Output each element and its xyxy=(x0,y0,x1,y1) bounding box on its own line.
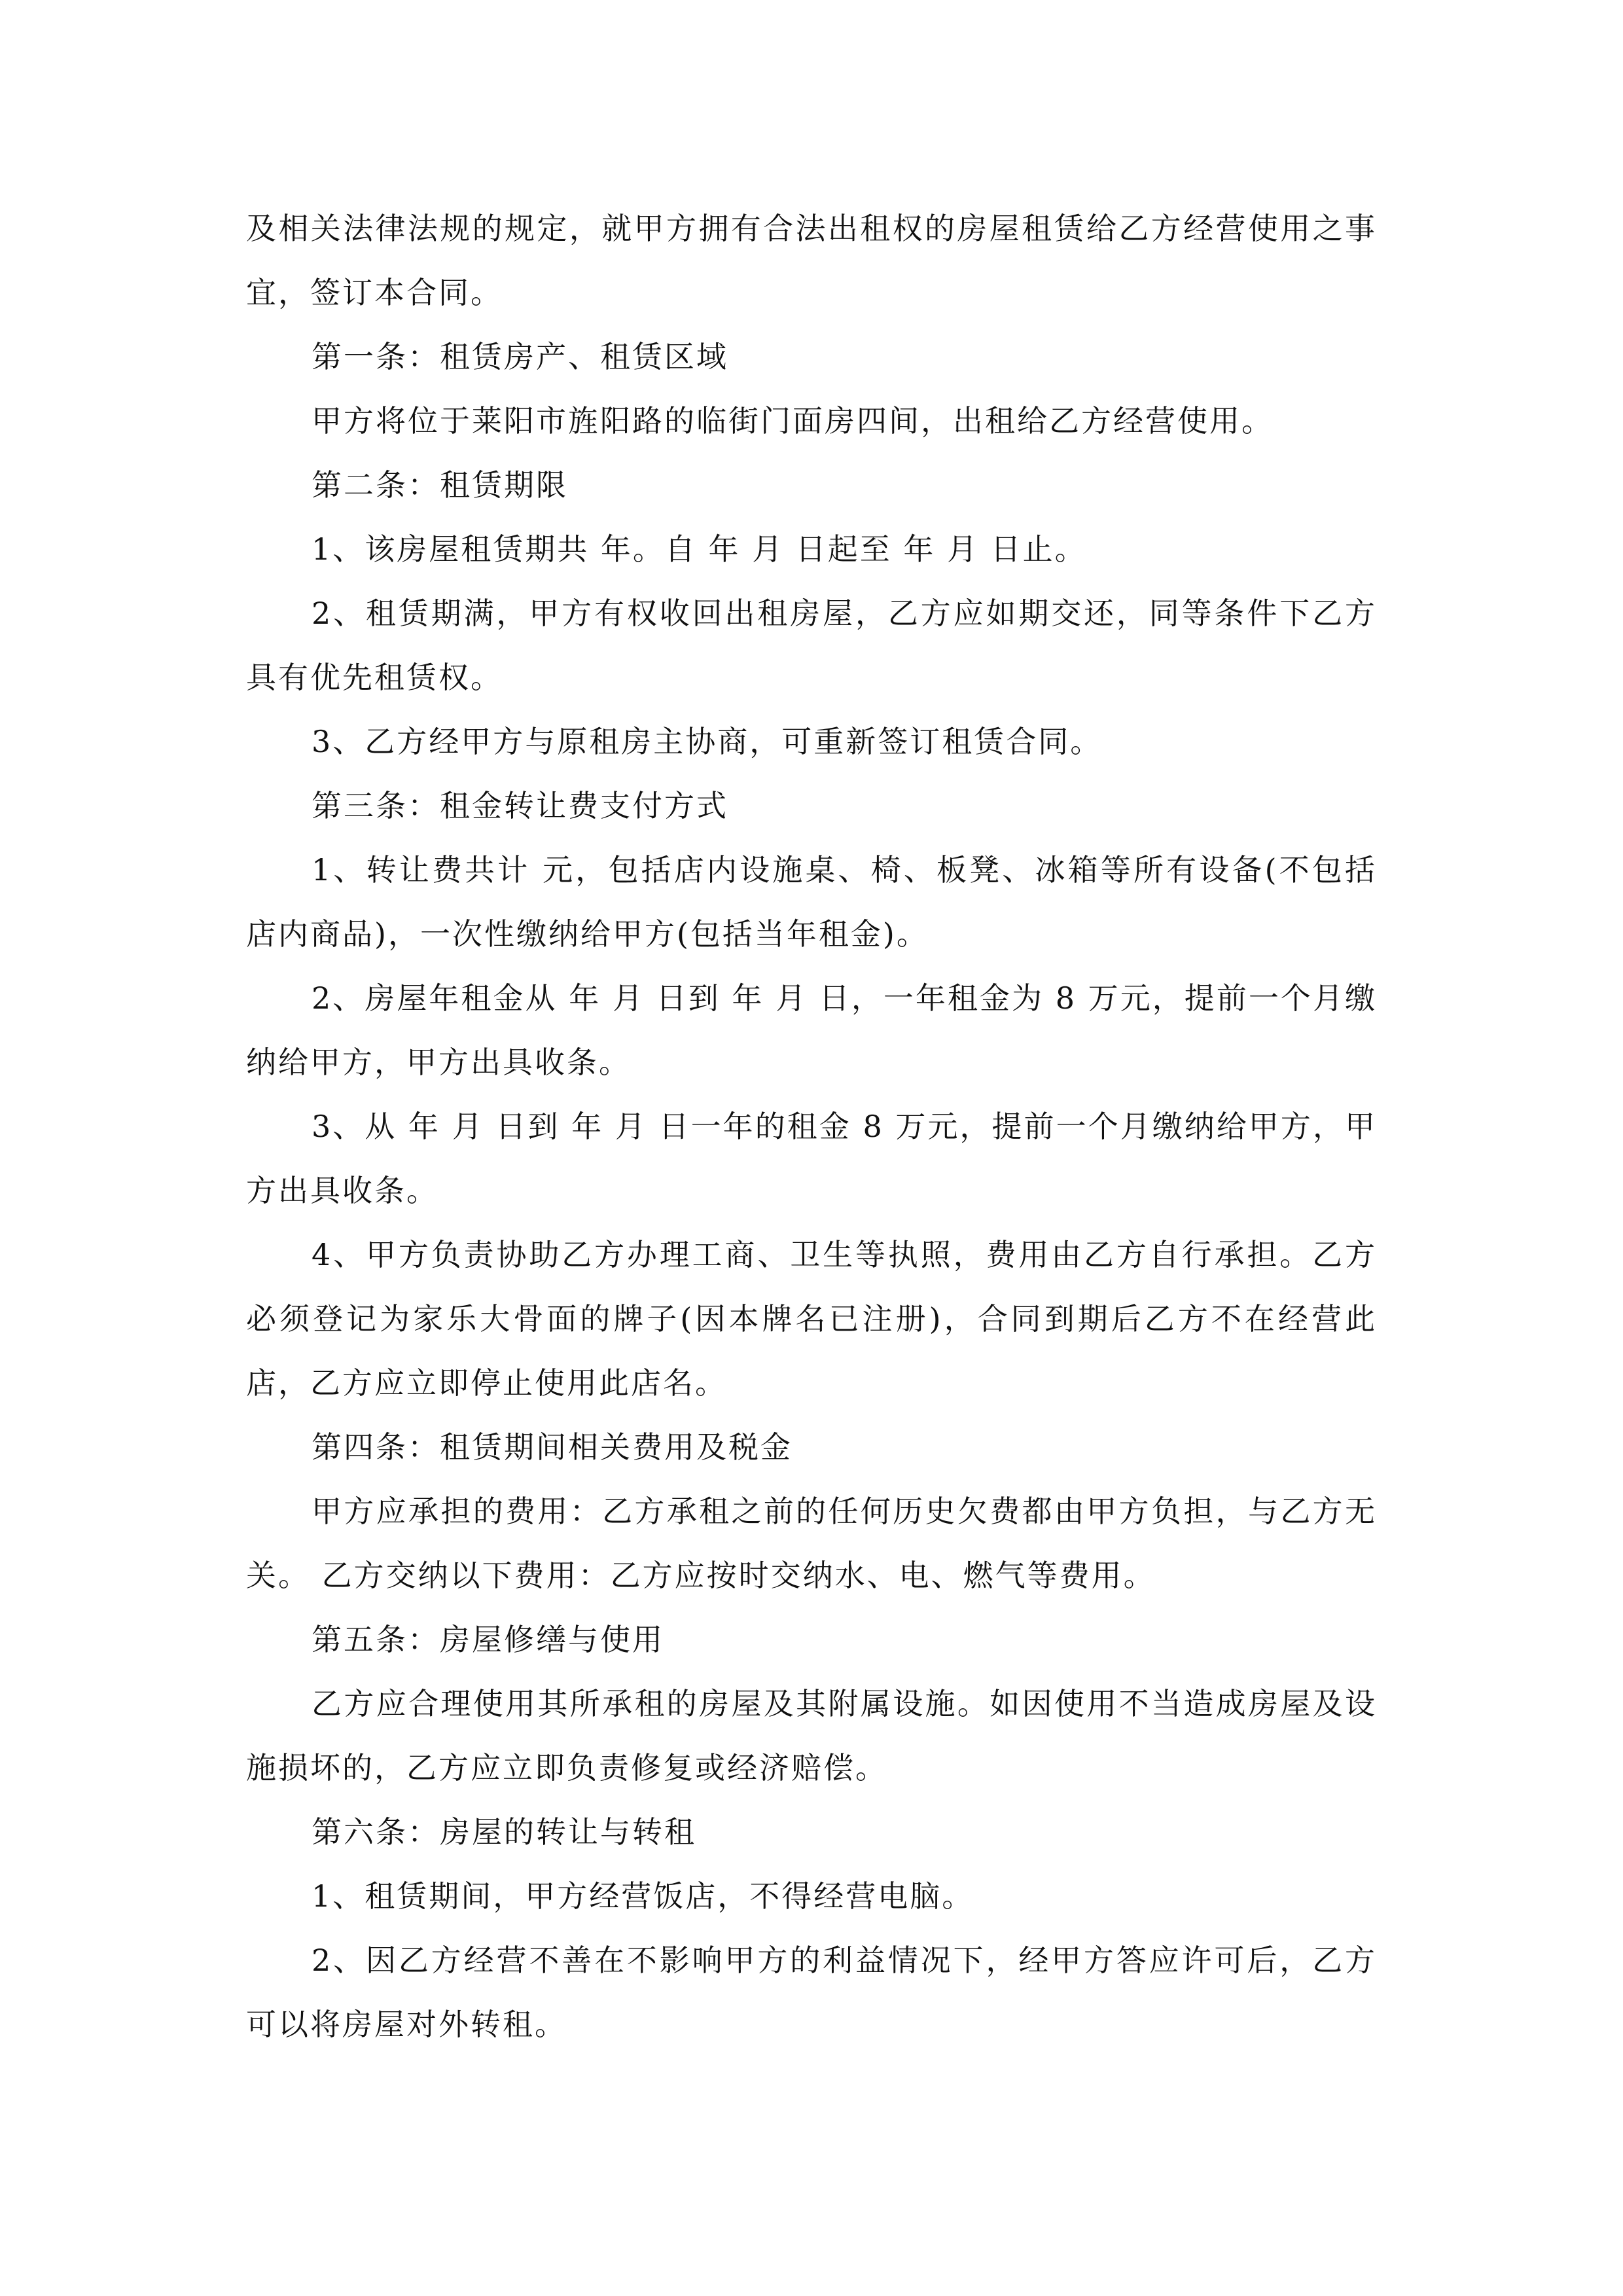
heading-article-1: 第一条：租赁房产、租赁区域 xyxy=(312,339,728,374)
paragraph-article-2-item-3: 3、乙方经甲方与原租房主协商，可重新签订租赁合同。 xyxy=(312,724,1103,759)
paragraph-article-1-body: 甲方将位于莱阳市旌阳路的临街门面房四间，出租给乙方经营使用。 xyxy=(312,403,1274,439)
paragraph-preamble: 及相关法律法规的规定，就甲方拥有合法出租权的房屋租赁给乙方经营使用之事宜，签订本合同。 xyxy=(246,211,1377,310)
paragraph-article-3-item-4: 4、甲方负责协助乙方办理工商、卫生等执照，费用由乙方自行承担。乙方必须登记为家乐大骨面的牌子(因本牌名已注册)，合同到期后乙方不在经营此店，乙方应立即停止使用此店名。 xyxy=(246,1237,1377,1401)
paragraph-article-5-body: 乙方应合理使用其所承租的房屋及其附属设施。如因使用不当造成房屋及设施损坏的，乙方应立即负责修复或经济赔偿。 xyxy=(246,1686,1377,1785)
heading-article-3: 第三条：租金转让费支付方式 xyxy=(312,788,728,823)
paragraph-article-4-body: 甲方应承担的费用：乙方承租之前的任何历史欠费都由甲方负担，与乙方无关。 乙方交纳以下费用：乙方应按时交纳水、电、燃气等费用。 xyxy=(246,1494,1377,1593)
document-page xyxy=(246,196,1377,2056)
paragraph-article-2-item-2: 2、租赁期满，甲方有权收回出租房屋，乙方应如期交还，同等条件下乙方具有优先租赁权。 xyxy=(246,596,1377,695)
paragraph-article-3-item-2: 2、房屋年租金从 年 月 日到 年 月 日，一年租金为 8 万元，提前一个月缴纳给甲方，甲方出具收条。 xyxy=(246,980,1377,1080)
heading-article-4: 第四条：租赁期间相关费用及税金 xyxy=(312,1429,793,1465)
heading-article-6: 第六条：房屋的转让与转租 xyxy=(312,1814,696,1850)
heading-article-2: 第二条：租赁期限 xyxy=(312,467,568,503)
paragraph-article-6-item-1: 1、租赁期间，甲方经营饭店，不得经营电脑。 xyxy=(312,1878,974,1914)
paragraph-article-6-item-2: 2、因乙方经营不善在不影响甲方的利益情况下，经甲方答应许可后，乙方可以将房屋对外转租。 xyxy=(246,1943,1377,2042)
paragraph-article-2-item-1: 1、该房屋租赁期共 年。自 年 月 日起至 年 月 日止。 xyxy=(312,531,1087,567)
paragraph-article-3-item-1: 1、转让费共计 元，包括店内设施桌、椅、板凳、冰箱等所有设备(不包括店内商品)，一次性缴纳给甲方(包括当年租金)。 xyxy=(246,852,1377,952)
heading-article-5: 第五条：房屋修缮与使用 xyxy=(312,1622,664,1657)
paragraph-article-3-item-3: 3、从 年 月 日到 年 月 日一年的租金 8 万元，提前一个月缴纳给甲方，甲方出具收条。 xyxy=(246,1109,1377,1208)
